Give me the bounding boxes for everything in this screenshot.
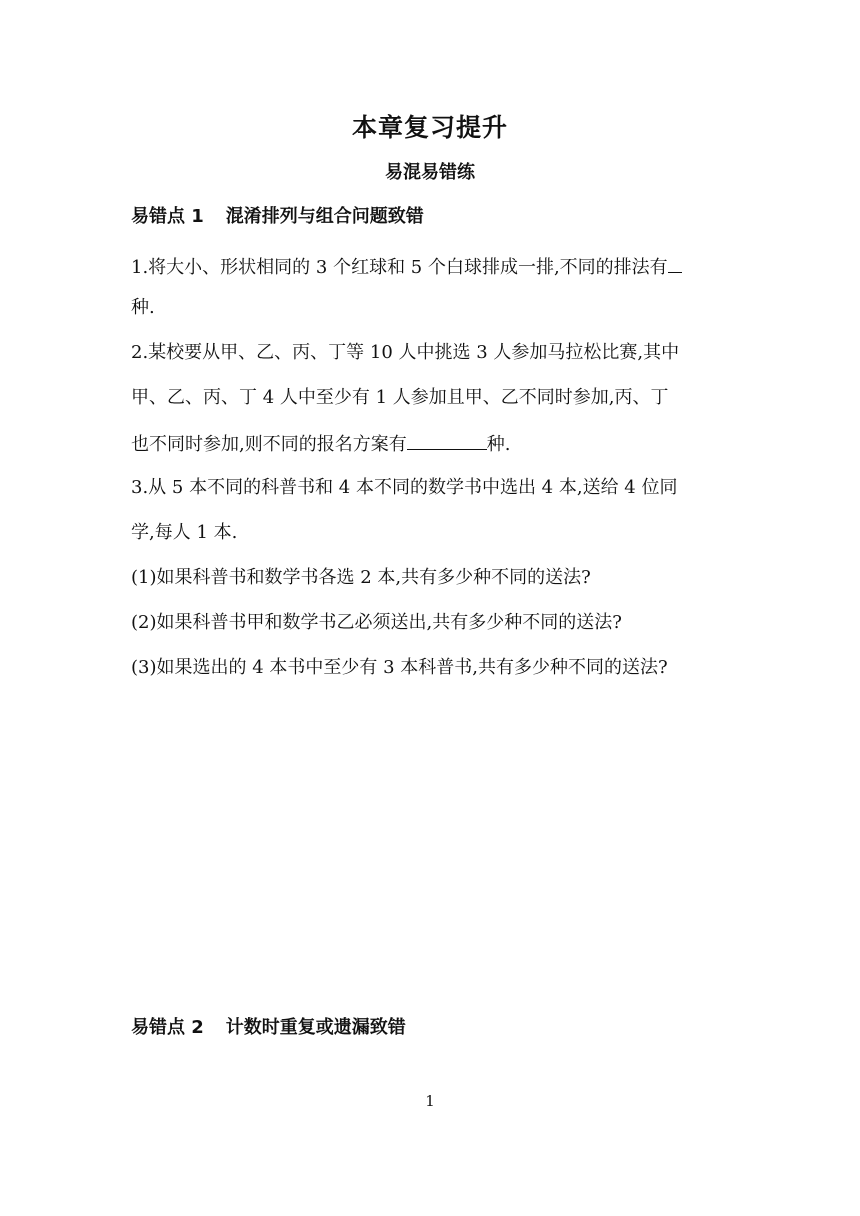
- question-3-line-1: 3.从 5 本不同的科普书和 4 本不同的数学书中选出 4 本,送给 4 位同: [131, 477, 678, 498]
- section-2-heading: [131, 1016, 406, 1040]
- question-3-sub-2: (2)如果科普书甲和数学书乙必须送出,共有多少种不同的送法?: [131, 612, 622, 633]
- question-1-line-2: 种.: [131, 297, 155, 318]
- question-3-sub-1: (1)如果科普书和数学书各选 2 本,共有多少种不同的送法?: [131, 567, 591, 588]
- question-2-text-before-blank: 也不同时参加,则不同的报名方案有: [131, 434, 407, 455]
- question-3-sub-3: (3)如果选出的 4 本书中至少有 3 本科普书,共有多少种不同的送法?: [131, 657, 668, 678]
- question-1-text: 1.将大小、形状相同的 3 个红球和 5 个白球排成一排,不同的排法有: [131, 257, 668, 278]
- section-2-text: 计数时重复或遗漏致错: [225, 1017, 406, 1038]
- section-1-label: 易错点 1: [131, 206, 204, 227]
- page-title: 本章复习提升: [351, 113, 508, 142]
- question-2-line-2: 甲、乙、丙、丁 4 人中至少有 1 人参加且甲、乙不同时参加,丙、丁: [131, 387, 669, 408]
- question-3-line-2: 学,每人 1 本.: [131, 522, 238, 543]
- question-2-line-3: [131, 431, 510, 457]
- section-1-heading: [131, 205, 424, 229]
- question-2-line-1: 2.某校要从甲、乙、丙、丁等 10 人中挑选 3 人参加马拉松比赛,其中: [131, 342, 680, 363]
- section-2-label: 易错点 2: [131, 1017, 204, 1038]
- section-1-text: 混淆排列与组合问题致错: [225, 206, 424, 227]
- question-2-text-after-blank: 种.: [486, 434, 511, 455]
- page-subtitle: 易混易错练: [385, 162, 475, 183]
- answer-blank-1[interactable]: [668, 254, 682, 273]
- page-number: 1: [425, 1092, 435, 1110]
- answer-blank-2[interactable]: [407, 431, 487, 450]
- question-1-line-1: [131, 254, 682, 280]
